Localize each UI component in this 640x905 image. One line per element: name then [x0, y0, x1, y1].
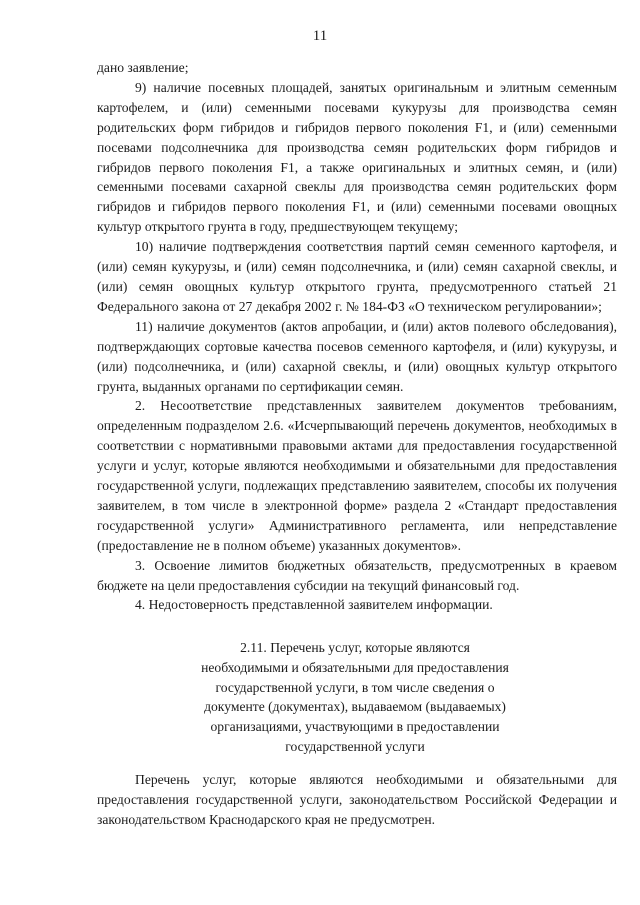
section-heading-line: организациями, участвующими в предоставлении	[210, 719, 500, 735]
closing-section	[97, 770, 617, 830]
section-heading-line: 2.11. Перечень услуг, которые являются	[240, 640, 470, 655]
closing-paragraph: Перечень услуг, которые являются необходимыми и обязательными для предоставления государственной услуги, законодательством Российской Федерации и законодательством Краснодарского края не предусмотрен.	[97, 772, 617, 827]
refusal-ground-4: 4. Недостоверность представленной заявителем информации.	[135, 597, 493, 613]
section-heading-line: необходимыми и обязательными для предоставления	[201, 659, 509, 675]
section-heading-line: документе (документах), выдаваемом (выдаваемых)	[204, 699, 506, 715]
refusal-ground-2: 2. Несоответствие представленных заявителем документов требованиям, определенным подразделом 2.6. «Исчерпывающий перечень документов, необходимых в соответствии с нормативными правовыми актами для предоставления государственной услуги и услуг, которые являются необходимыми и обязательными для предоставления государственной услуги, подлежащих представлению заявителем, способы их получения заявителем, в том числе в электронной форме» раздела 2 «Стандарт предоставления государственной услуги» Административного регламента, или непредставление (предоставление не в полном объеме) указанных документов».	[97, 398, 617, 553]
section-heading-line: государственной услуги	[285, 738, 425, 754]
document-body	[97, 58, 617, 615]
list-item-10: 10) наличие подтверждения соответствия партий семян семенного картофеля, и (или) семян кукурузы, и (или) семян подсолнечника, и (или) семян сахарной свеклы, и (или) семян овощных культур открытого грунта, предусмотренного статьей 21 Федерального закона от 27 декабря 2002 г. № 184-ФЗ «О техническом регулировании»;	[97, 239, 617, 314]
section-heading-line: государственной услуги, в том числе сведения о	[215, 679, 495, 695]
continuation-paragraph: дано заявление;	[97, 60, 189, 75]
list-item-9: 9) наличие посевных площадей, занятых оригинальным и элитным семенным картофелем, и (или) семенными посевами кукурузы для производства семян родительских форм гибридов и гибридов первого поколения F1, и (или) семенными посевами подсолнечника для производства семян родительских форм гибридов и гибридов первого поколения F1, а также оригинальных и элитных семян, и (или) семенными посевами сахарной свеклы для производства семян родительских форм гибридов и гибридов первого поколения F1, и (или) семенными посевами овощных культур открытого грунта в году, предшествующем текущему;	[97, 79, 617, 235]
section-heading	[140, 638, 570, 757]
refusal-ground-3: 3. Освоение лимитов бюджетных обязательств, предусмотренных в краевом бюджете на цели предоставления субсидии на текущий финансовый год.	[97, 557, 617, 593]
page-number: 11	[312, 28, 328, 44]
list-item-11: 11) наличие документов (актов апробации, и (или) актов полевого обследования), подтверждающих сортовые качества посевов семенного картофеля, и (или) кукурузы, и (или) подсолнечника, и (или) сахарной свеклы, и (или) овощных культур открытого грунта, выданных органами по сертификации семян.	[97, 318, 617, 394]
